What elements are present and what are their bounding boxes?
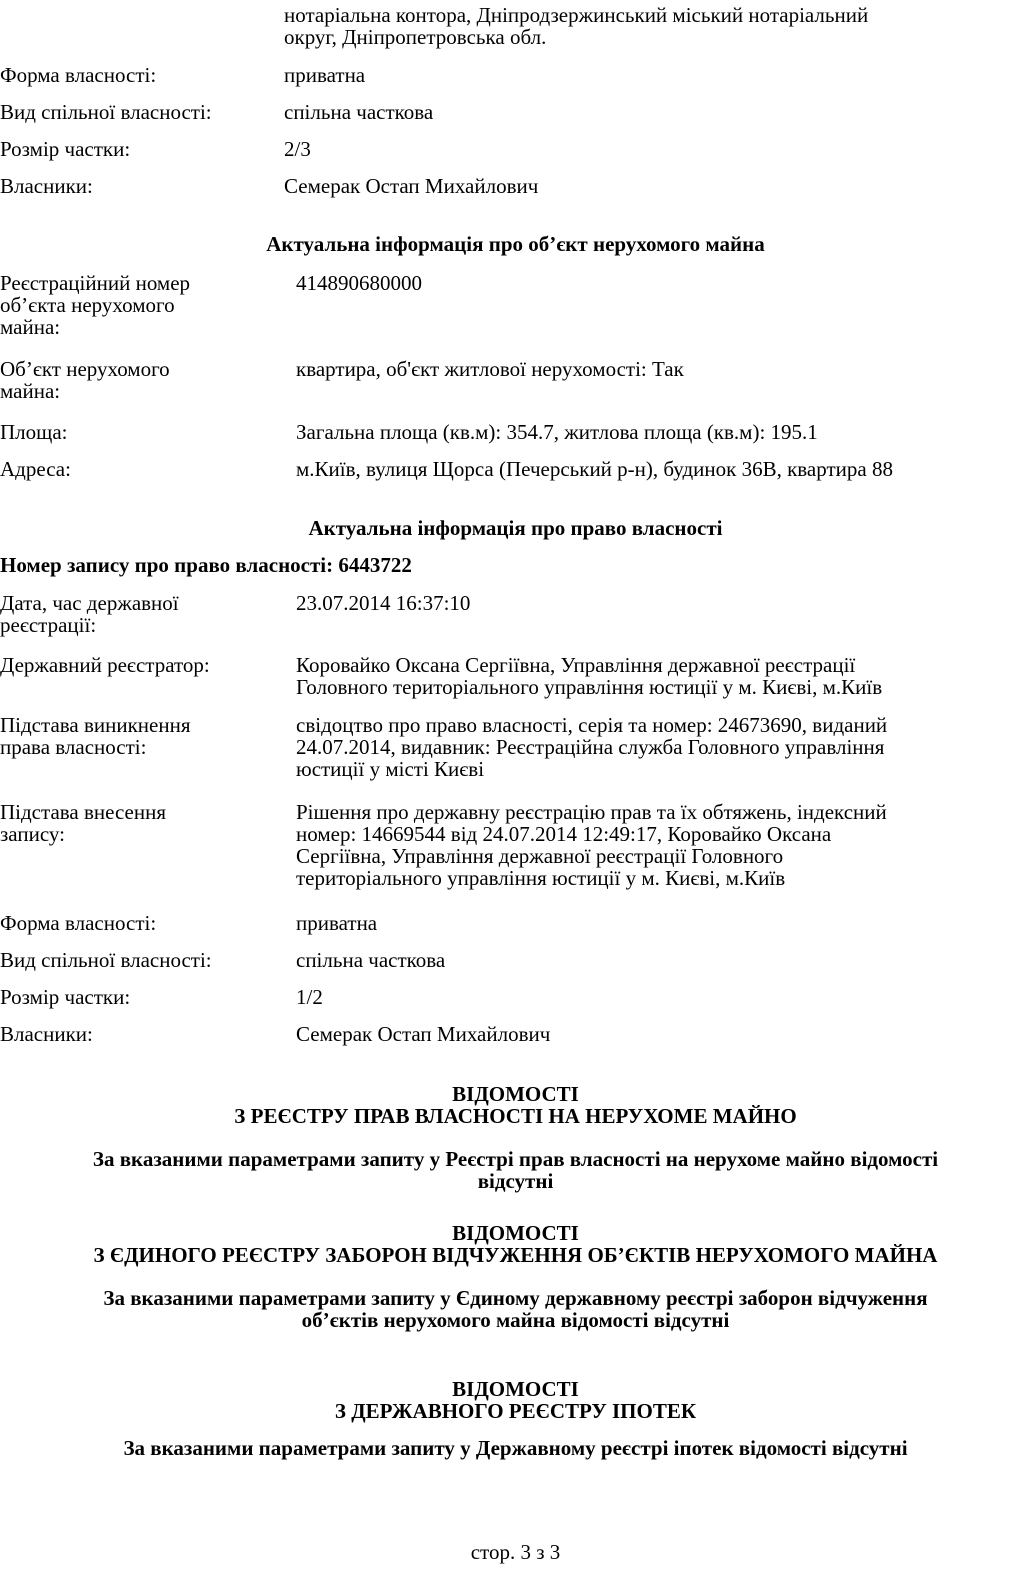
field-value: 414890680000	[296, 271, 422, 295]
field-value	[296, 801, 887, 889]
field-value: Загальна площа (кв.м): 354.7, житлова площа (кв.м): 195.1	[296, 420, 818, 444]
section-heading: Актуальна інформація про право власності	[308, 516, 723, 540]
text-line: майна:	[0, 315, 61, 339]
text-line: майна:	[0, 379, 61, 403]
field-label	[0, 272, 270, 338]
text-line: об’єкта нерухомого	[0, 293, 175, 317]
field-label: Розмір частки:	[0, 985, 131, 1009]
field-label: Вид спільної власності:	[0, 948, 212, 972]
field-label	[0, 801, 270, 845]
field-value	[296, 654, 882, 698]
text-line: юстиції у місті Києві	[296, 757, 485, 781]
text-line: ВІДОМОСТІ	[452, 1377, 579, 1401]
field-value: приватна	[284, 63, 366, 87]
text-line: Рішення про державну реєстрацію прав та їх обтяжень, індексний	[296, 800, 887, 824]
text-line: Підстава виникнення	[0, 713, 191, 737]
field-label: Форма власності:	[0, 911, 157, 935]
text-line: свідоцтво про право власності, серія та номер: 24673690, виданий	[296, 713, 888, 737]
registry-message	[0, 1148, 1031, 1192]
field-value: спільна часткова	[284, 100, 434, 124]
registry-title	[0, 1378, 1031, 1422]
text-line: З ДЕРЖАВНОГО РЕЄСТРУ ІПОТЕК	[334, 1399, 697, 1423]
field-value: приватна	[296, 911, 378, 935]
text-line: Сергіївна, Управління державної реєстрації Головного	[296, 844, 784, 868]
text-line: 24.07.2014, видавник: Реєстраційна служба Головного управління	[296, 735, 885, 759]
text-line: За вказаними параметрами запиту у Реєстрі прав власності на нерухоме майно відомості	[92, 1147, 939, 1171]
text-line: З РЕЄСТРУ ПРАВ ВЛАСНОСТІ НА НЕРУХОМЕ МАЙНО	[234, 1104, 797, 1128]
text-line: відсутні	[477, 1169, 554, 1193]
field-value: м.Київ, вулиця Щорса (Печерський р-н), будинок 36В, квартира 88	[296, 457, 893, 481]
record-number: Номер запису про право власності: 6443722	[0, 553, 412, 577]
field-label: Форма власності:	[0, 63, 157, 87]
field-label: Власники:	[0, 1022, 93, 1046]
field-value: Семерак Остап Михайлович	[296, 1022, 551, 1046]
field-value: спільна часткова	[296, 948, 446, 972]
text-line: територіального управління юстиції у м. Києві, м.Київ	[296, 866, 786, 890]
text-line: округ, Дніпропетровська обл.	[284, 25, 547, 49]
registry-message	[0, 1437, 1031, 1459]
text-line: З ЄДИНОГО РЕЄСТРУ ЗАБОРОН ВІДЧУЖЕННЯ ОБ’ЄКТІВ НЕРУХОМОГО МАЙНА	[93, 1243, 938, 1267]
field-value: Семерак Остап Михайлович	[284, 174, 539, 198]
field-label	[0, 592, 270, 636]
text-line: об’єктів нерухомого майна відомості відсутні	[301, 1308, 730, 1332]
registry-title	[0, 1222, 1031, 1266]
text-line: запису:	[0, 822, 65, 846]
text-line: Реєстраційний номер	[0, 271, 191, 295]
text-line: Підстава внесення	[0, 800, 167, 824]
field-label: Розмір частки:	[0, 137, 131, 161]
field-label: Адреса:	[0, 457, 71, 481]
field-value: 23.07.2014 16:37:10	[296, 591, 471, 615]
text-line: Дата, час державної	[0, 591, 179, 615]
text-line: права власності:	[0, 735, 147, 759]
field-value: квартира, об'єкт житлової нерухомості: Так	[296, 357, 684, 381]
field-label: Державний реєстратор:	[0, 653, 210, 677]
field-label: Площа:	[0, 420, 68, 444]
text-line: ВІДОМОСТІ	[452, 1221, 579, 1245]
registry-title	[0, 1083, 1031, 1127]
field-label	[0, 714, 270, 758]
text-line: реєстрації:	[0, 613, 97, 637]
field-label: Власники:	[0, 174, 93, 198]
field-label: Вид спільної власності:	[0, 100, 212, 124]
field-value: 1/2	[296, 985, 323, 1009]
text-line: За вказаними параметрами запиту у Єдиному державному реєстрі заборон відчуження	[103, 1286, 928, 1310]
text-line: номер: 14669544 від 24.07.2014 12:49:17, Коровайко Оксана	[296, 822, 832, 846]
page-number: стор. 3 з 3	[470, 1540, 561, 1564]
text-line: Об’єкт нерухомого	[0, 357, 170, 381]
text-line: Головного територіального управління юстиції у м. Києві, м.Київ	[296, 675, 883, 699]
field-value	[296, 714, 887, 780]
registry-message	[0, 1287, 1031, 1331]
field-value: 2/3	[284, 137, 311, 161]
text-line: ВІДОМОСТІ	[452, 1082, 579, 1106]
text-line: Коровайко Оксана Сергіївна, Управління державної реєстрації	[296, 653, 856, 677]
text-line: За вказаними параметрами запиту у Державному реєстрі іпотек відомості відсутні	[123, 1436, 908, 1460]
field-label	[0, 358, 270, 402]
section-heading: Актуальна інформація про об’єкт нерухомого майна	[266, 232, 765, 256]
text-line: нотаріальна контора, Дніпродзержинський міський нотаріальний	[284, 3, 869, 27]
